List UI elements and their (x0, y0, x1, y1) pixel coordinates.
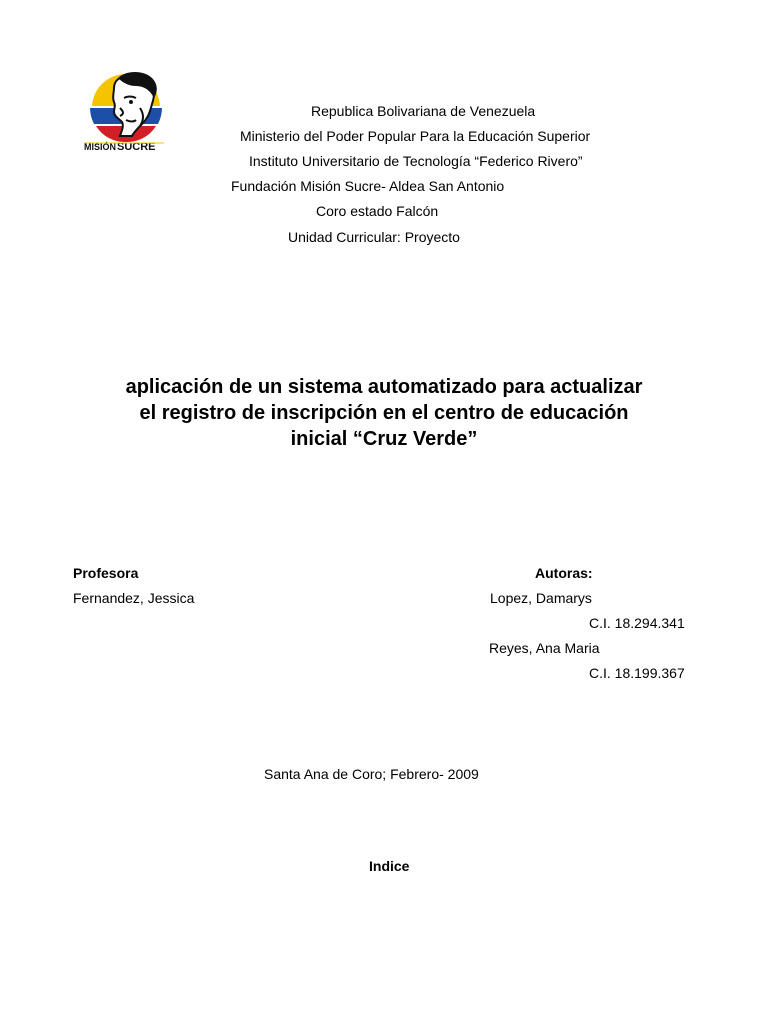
header-line-foundation: Fundación Misión Sucre- Aldea San Antonio (231, 178, 505, 194)
logo-graphic (80, 68, 172, 154)
author-id: C.I. 18.294.341 (589, 615, 685, 631)
title-line: el registro de inscripción en el centro de educación (139, 402, 629, 424)
title-line: aplicación de un sistema automatizado para actualizar (125, 376, 643, 398)
title-line: inicial “Cruz Verde” (290, 428, 478, 450)
document-title (40, 374, 728, 452)
authors-label: Autoras: (535, 565, 593, 581)
header-line-republic: Republica Bolivariana de Venezuela (311, 103, 536, 119)
mision-sucre-logo (80, 68, 172, 154)
author-name: Reyes, Ana Maria (489, 640, 600, 656)
author-name: Lopez, Damarys (490, 590, 592, 606)
logo-text-left: MISIÓN (84, 142, 117, 152)
header-line-institute: Instituto Universitario de Tecnología “Federico Rivero” (249, 153, 583, 169)
index-heading: Indice (369, 858, 410, 874)
header-line-unit: Unidad Curricular: Proyecto (288, 229, 460, 245)
teacher-name: Fernandez, Jessica (73, 590, 195, 606)
author-id: C.I. 18.199.367 (589, 665, 685, 681)
header-line-location: Coro estado Falcón (316, 203, 439, 219)
logo-text-right: SUCRE (117, 141, 156, 153)
place-date: Santa Ana de Coro; Febrero- 2009 (264, 766, 479, 782)
teacher-label: Profesora (73, 565, 139, 581)
header-line-ministry: Ministerio del Poder Popular Para la Educación Superior (240, 128, 591, 144)
